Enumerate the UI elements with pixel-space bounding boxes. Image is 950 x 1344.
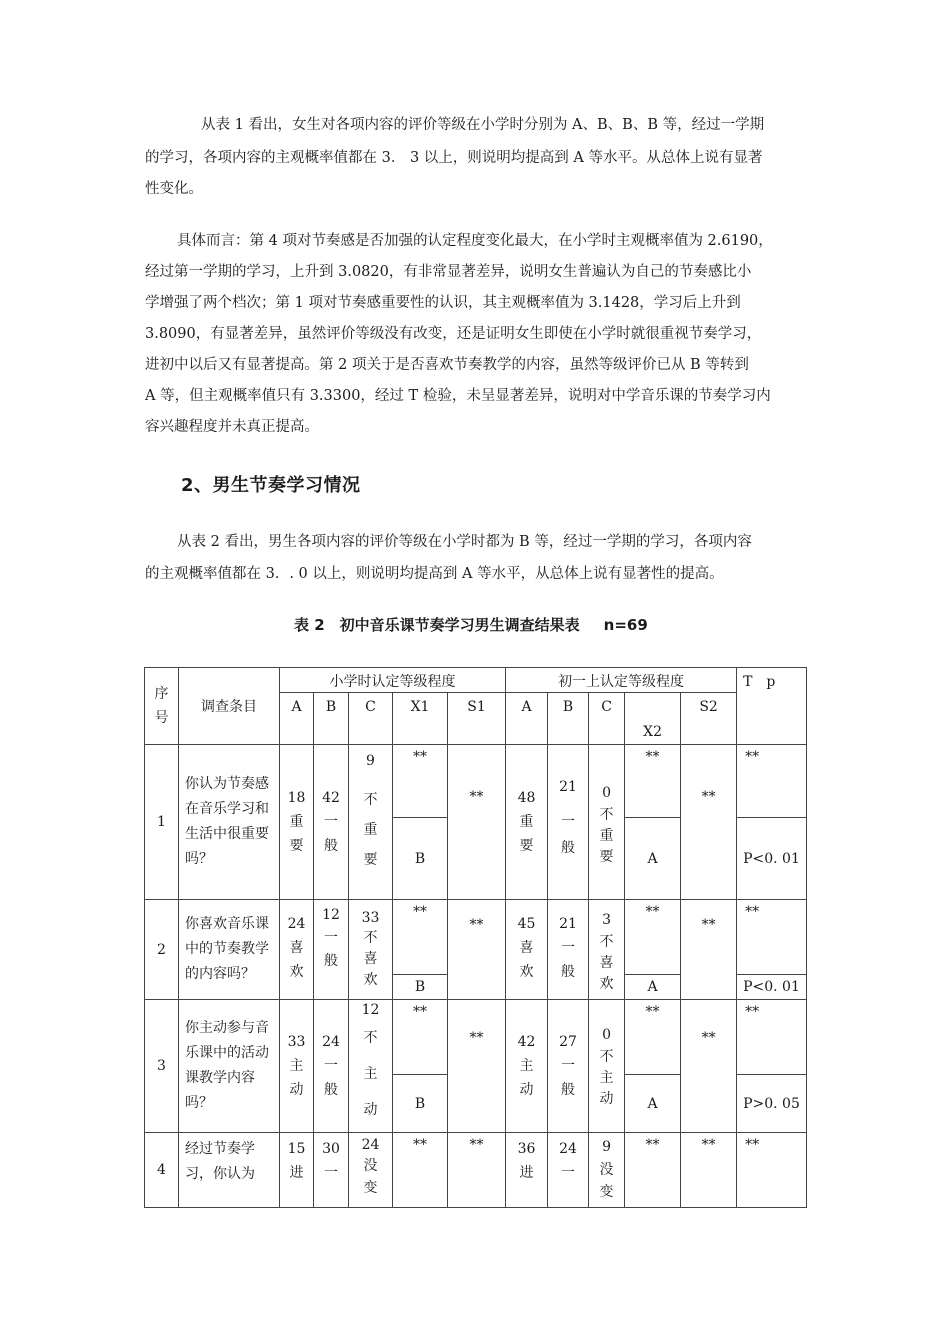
x2-grade: A xyxy=(625,818,681,900)
primary-c: 33 不喜欢 xyxy=(349,900,393,1000)
primary-a: 24喜欢 xyxy=(280,900,314,1000)
junior-b: 24 一 xyxy=(548,1133,589,1208)
header-junior: 初一上认定等级程度 xyxy=(506,668,737,693)
p-value: P<0. 01 xyxy=(737,974,807,999)
paragraph-line: 学增强了两个档次；第 1 项对节奏感重要性的认识，其主观概率值为 3.1428，学习后上升到 xyxy=(145,295,741,311)
table-row xyxy=(145,1133,807,1208)
primary-b: 30一 xyxy=(314,1133,349,1208)
header-c: C xyxy=(589,693,625,745)
survey-item: 你喜欢音乐课中的节奏教学的内容吗？ xyxy=(179,900,280,1000)
x2-value: ** xyxy=(625,1000,681,1075)
header-item: 调查条目 xyxy=(179,668,280,745)
s1-value: ** xyxy=(448,900,506,1000)
x1-value: ** xyxy=(393,1133,448,1208)
header-x2: X2 xyxy=(625,693,681,745)
table-caption-n: n=69 xyxy=(603,616,648,634)
x1-value: ** xyxy=(393,1000,448,1075)
row-number: 2 xyxy=(145,900,179,1000)
paragraph-line: 具体而言：第 4 项对节奏感是否加强的认定程度变化最大，在小学时主观概率值为 2.6190， xyxy=(177,233,773,249)
header-c: C xyxy=(349,693,393,745)
survey-table xyxy=(144,667,807,1208)
table-row xyxy=(145,745,807,818)
paragraph-line: 性变化。 xyxy=(145,181,203,197)
s1-value: ** xyxy=(448,1000,506,1133)
s2-value: ** xyxy=(681,900,737,1000)
s2-value: ** xyxy=(681,1133,737,1208)
s2-value: ** xyxy=(681,1000,737,1133)
table-header-row xyxy=(145,668,807,693)
p-value: P>0. 05 xyxy=(737,1075,807,1133)
primary-a: 15进 xyxy=(280,1133,314,1208)
paragraph-line: 3.8090，有显著差异，虽然评价等级没有改变，还是证明女生即使在小学时就很重视节奏学习， xyxy=(145,326,762,342)
x1-grade: B xyxy=(393,818,448,900)
junior-a: 48重要 xyxy=(506,745,548,900)
x2-grade: A xyxy=(625,1075,681,1133)
paragraph-line: A 等，但主观概率值只有 3.3300，经过 T 检验，未呈显著差异，说明对中学音乐课的节奏学习内 xyxy=(145,388,771,404)
primary-a: 33主动 xyxy=(280,1000,314,1133)
table-row xyxy=(145,900,807,975)
s2-value: ** xyxy=(681,745,737,900)
paragraph-line: 容兴趣程度并未真正提高。 xyxy=(145,419,319,435)
header-x1: X1 xyxy=(393,693,448,745)
x2-value: ** xyxy=(625,745,681,818)
survey-item: 你主动参与音乐课中的活动课教学内容吗？ xyxy=(179,1000,280,1133)
paragraph-line: 从表 1 看出，女生对各项内容的评价等级在小学时分别为 A、B、B、B 等，经过一学期 xyxy=(201,117,765,133)
junior-c: 0 不重要 xyxy=(589,745,625,900)
row-number: 4 xyxy=(145,1133,179,1208)
x1-value: ** xyxy=(393,900,448,975)
paragraph-line: 的主观概率值都在 3．. 0 以上，则说明均提高到 A 等水平，从总体上说有显著性的提高。 xyxy=(145,566,724,582)
paragraph-line: 从表 2 看出，男生各项内容的评价等级在小学时都为 B 等，经过一学期的学习，各项内容 xyxy=(177,534,752,550)
t-value: ** xyxy=(737,900,807,975)
t-value: ** xyxy=(737,745,807,818)
x1-grade: B xyxy=(393,1075,448,1133)
s1-value: ** xyxy=(448,745,506,900)
row-number: 3 xyxy=(145,1000,179,1133)
paragraph-line: 经过第一学期的学习，上升到 3.0820，有非常显著差异，说明女生普遍认为自己的节奏感比小 xyxy=(145,264,752,280)
primary-c: 9 不重要 xyxy=(349,745,393,900)
header-primary: 小学时认定等级程度 xyxy=(280,668,506,693)
primary-b: 42一般 xyxy=(314,745,349,900)
paragraph-line: 的学习，各项内容的主观概率值都在 3． 3 以上，则说明均提高到 A 等水平。从总体上说有显著 xyxy=(145,150,763,166)
junior-a: 36进 xyxy=(506,1133,548,1208)
section-heading: 2、男生节奏学习情况 xyxy=(181,475,361,496)
primary-c: 12 不主动 xyxy=(349,1000,393,1133)
p-value: P<0. 01 xyxy=(737,818,807,900)
junior-b: 27 一般 xyxy=(548,1000,589,1133)
junior-c: 9 没变 xyxy=(589,1133,625,1208)
table-caption xyxy=(294,614,648,635)
t-value: ** xyxy=(737,1000,807,1075)
header-tp: T p xyxy=(737,668,807,745)
junior-a: 45喜欢 xyxy=(506,900,548,1000)
x1-value: ** xyxy=(393,745,448,818)
primary-b: 12一般 xyxy=(314,900,349,1000)
junior-b: 21 一般 xyxy=(548,900,589,1000)
header-seq: 序号 xyxy=(145,668,179,745)
junior-c: 3 不喜欢 xyxy=(589,900,625,1000)
header-b: B xyxy=(548,693,589,745)
table-row xyxy=(145,1000,807,1075)
paragraph-line: 进初中以后又有显著提高。第 2 项关于是否喜欢节奏教学的内容，虽然等级评价已从 B 等转到 xyxy=(145,357,749,373)
junior-a: 42主动 xyxy=(506,1000,548,1133)
s1-value: ** xyxy=(448,1133,506,1208)
survey-item: 经过节奏学习，你认为 xyxy=(179,1133,280,1208)
header-s1: S1 xyxy=(448,693,506,745)
x1-grade: B xyxy=(393,974,448,999)
header-a: A xyxy=(506,693,548,745)
header-s2: S2 xyxy=(681,693,737,745)
primary-a: 18重要 xyxy=(280,745,314,900)
survey-item: 你认为节奏感在音乐学习和生活中很重要吗？ xyxy=(179,745,280,900)
x2-value: ** xyxy=(625,900,681,975)
t-value: ** xyxy=(737,1133,807,1208)
junior-c: 0 不主动 xyxy=(589,1000,625,1133)
primary-b: 24一般 xyxy=(314,1000,349,1133)
x2-grade: A xyxy=(625,974,681,999)
table-caption-title: 表 2 初中音乐课节奏学习男生调查结果表 xyxy=(294,616,580,634)
x2-value: ** xyxy=(625,1133,681,1208)
junior-b: 21 一般 xyxy=(548,745,589,900)
primary-c: 24 没变 xyxy=(349,1133,393,1208)
header-a: A xyxy=(280,693,314,745)
header-b: B xyxy=(314,693,349,745)
row-number: 1 xyxy=(145,745,179,900)
